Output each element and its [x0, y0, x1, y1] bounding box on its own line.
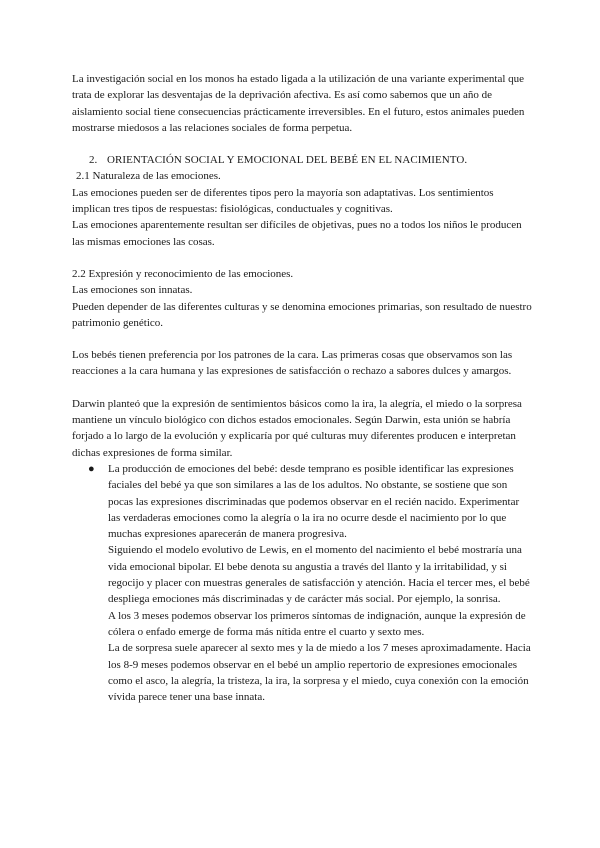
- surprise-fear-paragraph: La de sorpresa suele aparecer al sexto mes y la de miedo a los 7 meses aproximadamente. Hacia los 8-9 meses podemos observar en el bebé un amplio repertorio de expresiones emocionales como el asco, la alegría, la tristeza, la ira, la sorpresa y el miedo, cuya conexión con la emoción vívida parece tener una base innata.: [108, 642, 531, 704]
- intro-paragraph: La investigación social en los monos ha estado ligada a la utilización de una variante experimental que trata de explorar las desventajas de la deprivación afectiva. Es así como sabemos que un año de aislamiento social tiene consecuencias prácticamente irreversibles. En el futuro, estos animales pueden mostrarse miedosos a las relaciones sociales de forma perpetua.: [72, 73, 525, 134]
- document-page: [72, 71, 532, 705]
- subsection-2-paragraph: Pueden depender de las diferentes culturas y se denomina emociones primarias, son resultado de nuestro patrimonio genético.: [72, 300, 532, 329]
- faces-paragraph: Los bebés tienen preferencia por los patrones de la cara. Las primeras cosas que observamos son las reacciones a la cara humana y las expresiones de satisfacción o rechazo a sabores dulces y amargos.: [72, 349, 513, 378]
- three-months-paragraph: A los 3 meses podemos observar los primeros síntomas de indignación, aunque la expresión de cólera o enfado emerge de forma más nítida entre el cuarto y sexto mes.: [108, 609, 526, 638]
- subsection-1-title: 2.1 Naturaleza de las emociones.: [76, 170, 221, 183]
- subsection-2-paragraph: Las emociones son innatas.: [72, 284, 193, 297]
- section-title: ORIENTACIÓN SOCIAL Y EMOCIONAL DEL BEBÉ EN EL NACIMIENTO.: [107, 154, 468, 167]
- list-item: [72, 461, 532, 542]
- spacer: [72, 250, 532, 266]
- darwin-paragraph: Darwin planteó que la expresión de sentimientos básicos como la ira, la alegría, el miedo o la sorpresa mantiene un vínculo biológico con dichos estados emocionales. Según Darwin, esta unión se habría forjado a lo largo de la evolución y explicaría por qué culturas muy diferentes producen e interpretan dichas expresiones de forma similar.: [72, 397, 522, 459]
- subsection-2-title: 2.2 Expresión y reconocimiento de las emociones.: [72, 267, 294, 280]
- bullet-text: La producción de emociones del bebé: desde temprano es posible identificar las expresiones faciales del bebé ya que son similares a las de los adultos. No obstante, se sostiene que son pocas las expresiones discriminadas que podemos observar en el recién nacido. Experimentar las verdaderas emociones como la alegría o la ira no ocurre desde el nacimiento por lo que muchas expresiones aparecerán de manera progresiva.: [108, 462, 520, 541]
- subsection-1-paragraph: Las emociones aparentemente resultan ser difíciles de objetivas, pues no a todos los niños le producen las mismas emociones las cosas.: [72, 219, 522, 248]
- section-heading: [89, 152, 532, 168]
- lewis-paragraph: Siguiendo el modelo evolutivo de Lewis, en el momento del nacimiento el bebé mostraría una vida emocional bipolar. El bebe denota su angustia a través del llanto y la irritabilidad, y si regocijo y placer con muestras generales de satisfacción y atención. Hacia el tercer mes, el bebé despliega emociones más discriminadas y de carácter más social. Por ejemplo, la sonrisa.: [108, 544, 530, 606]
- section-number: 2.: [89, 154, 98, 167]
- bullet-icon: ●: [88, 462, 95, 475]
- spacer: [72, 380, 532, 396]
- spacer: [72, 331, 532, 347]
- spacer: [72, 136, 532, 152]
- subsection-1-paragraph: Las emociones pueden ser de diferentes tipos pero la mayoría son adaptativas. Los sentimientos implican tres tipos de respuestas: fisiológicas, conductuales y cognitivas.: [72, 186, 494, 216]
- bullet-list: [72, 461, 532, 542]
